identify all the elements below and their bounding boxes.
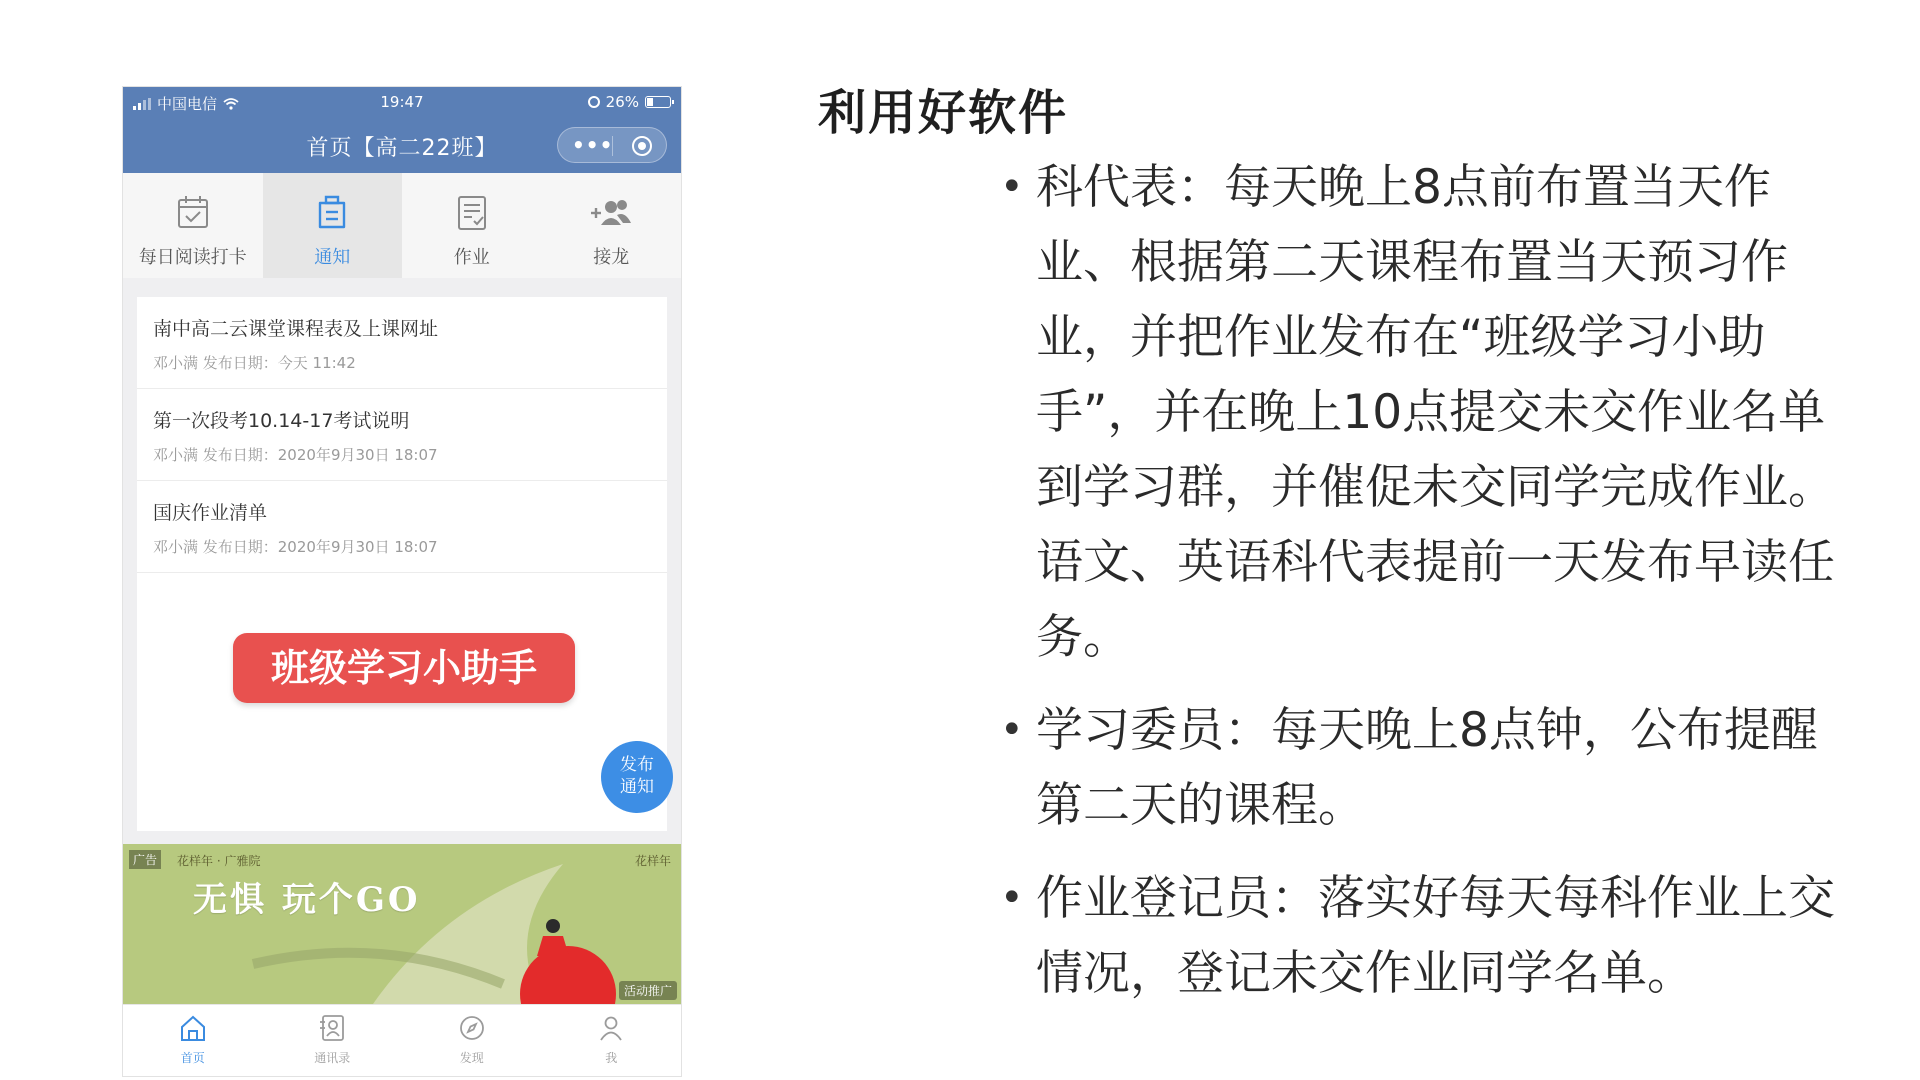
homework-list-icon — [450, 193, 494, 233]
more-dots-icon[interactable]: ••• — [572, 133, 614, 157]
contacts-icon — [317, 1013, 347, 1043]
notice-list — [137, 297, 667, 573]
status-bar — [123, 87, 681, 117]
bottom-tab-contacts[interactable] — [263, 1005, 403, 1077]
bottom-tab-label: 首页 — [180, 1051, 205, 1065]
battery-level — [647, 98, 653, 106]
bottom-tab-home[interactable] — [123, 1005, 263, 1077]
tab-solitaire[interactable] — [542, 173, 682, 278]
calendar-check-icon — [171, 193, 215, 233]
battery-percent: 26% — [605, 93, 639, 111]
compass-icon — [457, 1013, 487, 1043]
list-item[interactable] — [137, 481, 667, 573]
home-icon — [178, 1013, 208, 1043]
bottom-tab-me[interactable] — [542, 1005, 682, 1077]
notice-meta: 邓小满 发布日期：2020年9月30日 18:07 — [153, 446, 438, 464]
user-icon — [596, 1013, 626, 1043]
carrier-label: 中国电信 — [157, 95, 218, 113]
capsule-divider — [612, 136, 613, 156]
tab-homework[interactable] — [402, 173, 542, 278]
battery-icon — [645, 96, 671, 108]
tab-label: 每日阅读打卡 — [138, 247, 247, 268]
function-tabs — [123, 173, 681, 278]
notice-title: 第一次段考10.14-17考试说明 — [153, 410, 410, 432]
alarm-icon — [588, 96, 600, 108]
target-circle-icon[interactable] — [632, 136, 652, 156]
ad-tag: 广告 — [129, 850, 161, 869]
slide-heading: 利用好软件 — [818, 85, 1069, 141]
phone-screenshot — [122, 86, 682, 1077]
notice-meta: 邓小满 发布日期：今天 11:42 — [153, 354, 356, 372]
nav-bar — [123, 117, 681, 173]
ad-headline: 无惧 玩个GO — [193, 880, 421, 920]
publish-notice-button[interactable] — [601, 741, 673, 813]
bullet-dot: • — [1000, 875, 1024, 921]
ad-logo: 花样年 — [634, 854, 671, 868]
notice-icon — [310, 193, 354, 233]
tab-daily-reading[interactable] — [123, 173, 263, 278]
bullet-text: 科代表：每天晚上8点前布置当天作业、根据第二天课程布置当天预习作业，并把作业发布在“班级学习小助手”，并在晚上10点提交未交作业名单到学习群，并催促未交同学完成作业。语文、英语科代表提前一天发布早读任务。 — [1036, 160, 1835, 665]
add-group-icon — [589, 193, 633, 233]
notice-meta: 邓小满 发布日期：2020年9月30日 18:07 — [153, 538, 438, 556]
bottom-tab-label: 发现 — [459, 1051, 484, 1065]
ad-promo-label[interactable]: 活动推广 — [619, 981, 677, 1000]
ad-brand: 花样年 · 广雅院 — [177, 854, 261, 868]
bullet-item — [1000, 693, 1860, 843]
bottom-tab-bar — [123, 1004, 681, 1077]
notice-title: 南中高二云课堂课程表及上课网址 — [153, 318, 439, 340]
list-item[interactable] — [137, 297, 667, 389]
tab-label: 通知 — [314, 247, 351, 268]
status-right — [588, 93, 671, 111]
tab-notice[interactable] — [263, 173, 403, 278]
bullet-text: 作业登记员：落实好每天每科作业上交情况，登记未交作业同学名单。 — [1036, 871, 1835, 1001]
fab-line-2: 通知 — [620, 777, 654, 797]
miniprogram-capsule — [557, 127, 667, 163]
bullet-dot: • — [1000, 164, 1024, 210]
fab-line-1: 发布 — [620, 755, 654, 775]
bullet-list — [1000, 150, 1860, 1029]
bottom-tab-label: 通讯录 — [314, 1051, 351, 1065]
ad-banner[interactable] — [123, 844, 681, 1004]
status-time: 19:47 — [380, 93, 424, 111]
content-area — [137, 573, 667, 831]
class-helper-badge: 班级学习小助手 — [233, 633, 575, 703]
bullet-item — [1000, 150, 1860, 675]
page-title: 首页【高二22班】 — [306, 136, 498, 161]
bottom-tab-discover[interactable] — [402, 1005, 542, 1077]
bullet-item — [1000, 861, 1860, 1011]
tab-label: 作业 — [453, 247, 490, 268]
list-item[interactable] — [137, 389, 667, 481]
notice-title: 国庆作业清单 — [153, 502, 268, 524]
bullet-dot: • — [1000, 707, 1024, 753]
bullet-text: 学习委员：每天晚上8点钟，公布提醒第二天的课程。 — [1036, 703, 1818, 833]
bottom-tab-label: 我 — [605, 1051, 618, 1065]
tab-label: 接龙 — [593, 247, 630, 268]
